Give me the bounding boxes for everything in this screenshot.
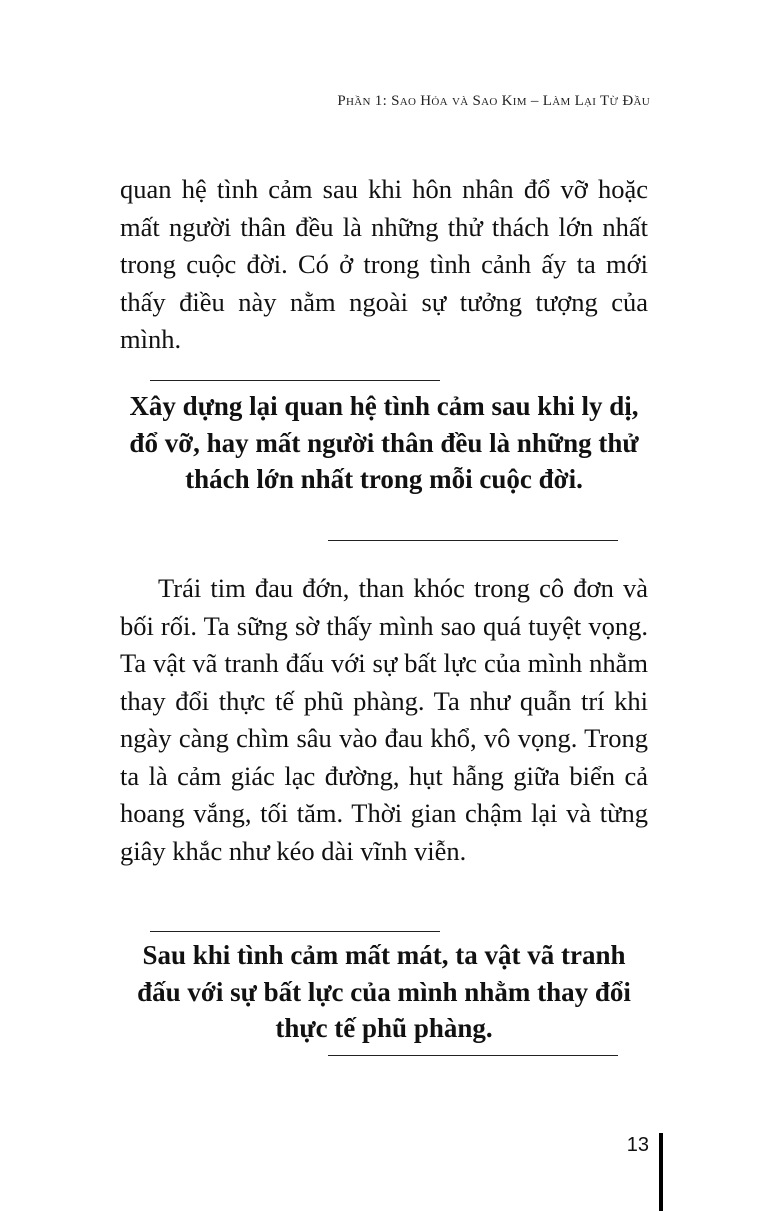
pullquote-2-top-rule [150,931,440,932]
pullquote-2 [120,928,648,1063]
pullquote-1 [120,378,648,548]
body-paragraph-2: Trái tim đau đớn, than khóc trong cô đơn và bối rối. Ta sững sờ thấy mình sao quá tuyệt vọng. Ta vật vã tranh đấu với sự bất lực của mình nhằm thay đổi thực tế phũ phàng. Ta như quẫn trí khi ngày càng chìm sâu vào đau khổ, vô vọng. Trong ta là cảm giác lạc đường, hụt hẫng giữa biển cả hoang vắng, tối tăm. Thời gian chậm lại và từng giây khắc như kéo dài vĩnh viễn. [120,573,648,866]
pullquote-1-text: Xây dựng lại quan hệ tình cảm sau khi ly dị, đổ vỡ, hay mất người thân đều là những thử thách lớn nhất trong mỗi cuộc đời. [129,391,639,494]
running-header: Phần 1: Sao Hỏa và Sao Kim – Làm Lại Từ Đầu [337,93,650,109]
page-edge-bar [659,1133,663,1211]
pullquote-1-top-rule [150,380,440,381]
page-number: 13 [626,1134,649,1156]
pullquote-2-text: Sau khi tình cảm mất mát, ta vật vã tranh đấu với sự bất lực của mình nhằm thay đổi thực tế phũ phàng. [137,940,631,1043]
pullquote-1-bottom-rule [328,540,618,541]
pullquote-2-bottom-rule [328,1055,618,1056]
body-paragraph-1: quan hệ tình cảm sau khi hôn nhân đổ vỡ hoặc mất người thân đều là những thử thách lớn nhất trong cuộc đời. Có ở trong tình cảnh ấy ta mới thấy điều này nằm ngoài sự tưởng tượng của mình. [120,174,648,354]
